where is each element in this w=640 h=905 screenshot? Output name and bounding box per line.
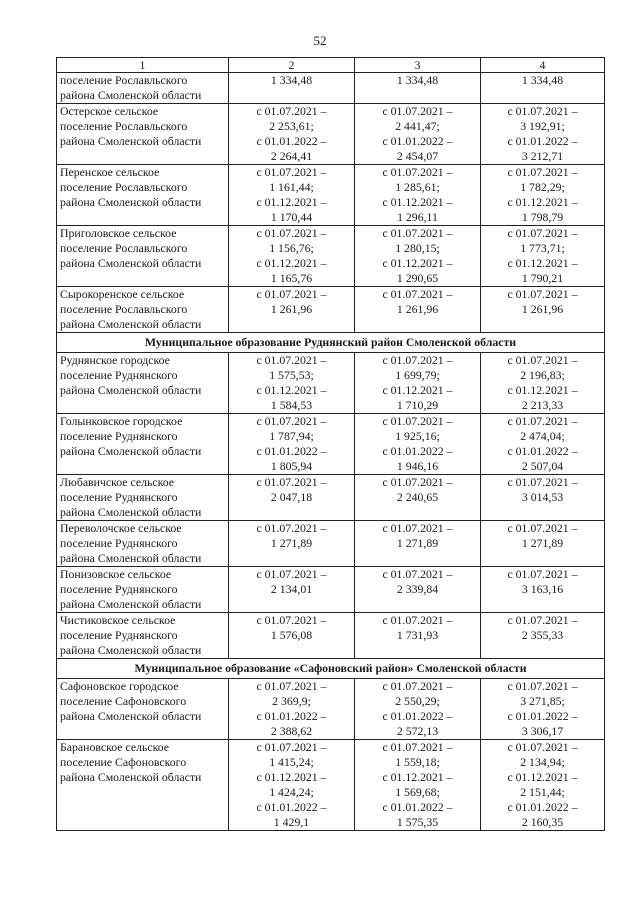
cell-line: с 01.07.2021 –	[382, 414, 453, 428]
cell-line: 1 559,18;	[395, 755, 440, 769]
cell-line: с 01.12.2021 –	[507, 256, 578, 270]
cell-line: 2 355,33	[521, 628, 564, 642]
cell-line: Сырокоренское сельское	[60, 287, 185, 301]
tariff-cell	[229, 353, 355, 414]
cell-line: 1 271,89	[270, 536, 313, 550]
table-row	[57, 353, 605, 414]
cell-line: поселение Руднянского	[60, 628, 178, 642]
cell-line: 1 575,53;	[269, 368, 314, 382]
cell-line: Голынковское городское	[60, 414, 183, 428]
tariff-cell	[229, 521, 355, 567]
tariff-cell	[355, 414, 481, 475]
cell-line: с 01.07.2021 –	[382, 287, 453, 301]
cell-line: с 01.01.2022 –	[256, 134, 327, 148]
cell-line: района Смоленской области	[60, 256, 202, 270]
cell-line: 2 264,41	[270, 149, 313, 163]
section-title: Муниципальное образование Руднянский район Смоленской области	[57, 333, 605, 353]
cell-line: 3 163,16	[521, 582, 564, 596]
tariff-cell	[229, 475, 355, 521]
cell-line: с 01.07.2021 –	[256, 521, 327, 535]
cell-line: 1 261,96	[521, 302, 564, 316]
cell-line: 2 507,04	[521, 459, 564, 473]
cell-line: с 01.01.2022 –	[256, 444, 327, 458]
tariff-cell	[229, 414, 355, 475]
table-row	[57, 740, 605, 831]
cell-line: с 01.07.2021 –	[256, 353, 327, 367]
cell-line: 1 782,29;	[520, 180, 565, 194]
tariff-cell	[481, 287, 605, 333]
cell-line: района Смоленской области	[60, 444, 202, 458]
cell-line: 1 569,68;	[395, 785, 440, 799]
cell-line: 2 134,94;	[520, 755, 565, 769]
section-header-row	[57, 333, 605, 353]
table-row	[57, 165, 605, 226]
cell-line: Барановское сельское	[60, 740, 169, 754]
cell-line: с 01.07.2021 –	[507, 613, 578, 627]
cell-line: Любавичское сельское	[60, 475, 174, 489]
cell-line: 1 271,89	[521, 536, 564, 550]
tariff-cell	[229, 226, 355, 287]
table-row	[57, 613, 605, 659]
cell-line: поселение Рославльского	[60, 180, 188, 194]
cell-line: с 01.01.2022 –	[507, 444, 578, 458]
cell-line: 1 699,79;	[395, 368, 440, 382]
settlement-name-cell	[57, 521, 229, 567]
cell-line: Остерское сельское	[60, 104, 159, 118]
cell-line: 3 192,91;	[520, 119, 565, 133]
settlement-name-cell	[57, 165, 229, 226]
cell-line: района Смоленской области	[60, 709, 202, 723]
cell-line: района Смоленской области	[60, 770, 202, 784]
cell-line: поселение Рославльского	[60, 119, 188, 133]
tariff-cell	[229, 73, 355, 104]
cell-line: 1 787,94;	[269, 429, 314, 443]
cell-line: района Смоленской области	[60, 551, 202, 565]
cell-line: поселение Руднянского	[60, 368, 178, 382]
cell-line: с 01.07.2021 –	[507, 414, 578, 428]
cell-line: района Смоленской области	[60, 134, 202, 148]
table-row	[57, 226, 605, 287]
table-row	[57, 414, 605, 475]
cell-line: с 01.07.2021 –	[507, 679, 578, 693]
table-row	[57, 104, 605, 165]
cell-line: с 01.07.2021 –	[507, 165, 578, 179]
cell-line: 2 160,35	[521, 815, 564, 829]
cell-line: с 01.07.2021 –	[507, 567, 578, 581]
cell-line: с 01.12.2021 –	[256, 770, 327, 784]
table-row	[57, 287, 605, 333]
tariff-cell	[481, 226, 605, 287]
cell-line: 1 170,44	[270, 210, 313, 224]
cell-line: с 01.07.2021 –	[507, 226, 578, 240]
cell-line: 1 773,71;	[520, 241, 565, 255]
cell-line: с 01.07.2021 –	[256, 104, 327, 118]
cell-line: с 01.01.2022 –	[382, 709, 453, 723]
tariff-cell	[481, 165, 605, 226]
tariff-cell	[229, 679, 355, 740]
cell-line: Сафоновское городское	[60, 679, 179, 693]
cell-line: 1 790,21	[521, 271, 564, 285]
cell-line: 2 339,84	[396, 582, 439, 596]
cell-line: Руднянское городское	[60, 353, 170, 367]
cell-line: 1 429,1	[273, 815, 310, 829]
cell-line: с 01.07.2021 –	[507, 475, 578, 489]
cell-line: Приголовское сельское	[60, 226, 177, 240]
cell-line: 2 441,47;	[395, 119, 440, 133]
cell-line: с 01.07.2021 –	[256, 287, 327, 301]
cell-line: с 01.07.2021 –	[382, 740, 453, 754]
cell-line: с 01.01.2022 –	[507, 134, 578, 148]
cell-line: 2 474,04;	[520, 429, 565, 443]
cell-line: с 01.07.2021 –	[507, 353, 578, 367]
cell-line: 2 253,61;	[269, 119, 314, 133]
tariff-cell	[355, 353, 481, 414]
cell-line: с 01.07.2021 –	[382, 521, 453, 535]
tariff-cell	[355, 475, 481, 521]
cell-line: района Смоленской области	[60, 383, 202, 397]
cell-line: 2 454,07	[396, 149, 439, 163]
cell-line: с 01.01.2022 –	[382, 444, 453, 458]
settlement-name-cell	[57, 226, 229, 287]
section-title: Муниципальное образование «Сафоновский район» Смоленской области	[57, 659, 605, 679]
page-number: 52	[313, 33, 327, 48]
cell-line: с 01.07.2021 –	[382, 613, 453, 627]
cell-line: с 01.01.2022 –	[507, 800, 578, 814]
cell-line: с 01.12.2021 –	[256, 383, 327, 397]
cell-line: с 01.12.2021 –	[507, 383, 578, 397]
cell-line: 2 369,9;	[272, 694, 311, 708]
tariff-cell	[481, 613, 605, 659]
cell-line: 1 424,24;	[269, 785, 314, 799]
cell-line: с 01.12.2021 –	[507, 770, 578, 784]
tariff-cell	[229, 104, 355, 165]
cell-line: поселение Сафоновского	[60, 755, 187, 769]
column-header: 3	[355, 58, 481, 73]
cell-line: 3 014,53	[521, 490, 564, 504]
column-header: 2	[229, 58, 355, 73]
cell-line: района Смоленской области	[60, 597, 202, 611]
cell-line: с 01.07.2021 –	[256, 414, 327, 428]
settlement-name-cell	[57, 287, 229, 333]
cell-line: 1 576,08	[270, 628, 313, 642]
cell-line: поселение Рославльского	[60, 241, 188, 255]
cell-line: с 01.01.2022 –	[256, 709, 327, 723]
tariff-cell	[355, 521, 481, 567]
cell-line: поселение Руднянского	[60, 536, 178, 550]
cell-line: 1 271,89	[396, 536, 439, 550]
cell-line: 2 047,18	[270, 490, 313, 504]
cell-line: с 01.12.2021 –	[256, 256, 327, 270]
cell-line: 1 575,35	[396, 815, 439, 829]
cell-line: поселение Сафоновского	[60, 694, 187, 708]
cell-line: района Смоленской области	[60, 317, 202, 331]
cell-line: 1 334,48	[521, 73, 564, 87]
table-row	[57, 73, 605, 104]
cell-line: с 01.07.2021 –	[256, 165, 327, 179]
cell-line: 1 261,96	[270, 302, 313, 316]
cell-line: с 01.12.2021 –	[507, 195, 578, 209]
tariff-cell	[481, 353, 605, 414]
settlement-name-cell	[57, 567, 229, 613]
tariff-cell	[355, 567, 481, 613]
cell-line: с 01.01.2022 –	[507, 709, 578, 723]
tariff-cell	[481, 73, 605, 104]
settlement-name-cell	[57, 475, 229, 521]
cell-line: с 01.07.2021 –	[256, 567, 327, 581]
tariff-cell	[481, 567, 605, 613]
tariff-cell	[355, 740, 481, 831]
cell-line: с 01.07.2021 –	[256, 475, 327, 489]
tariff-cell	[229, 287, 355, 333]
cell-line: поселение Руднянского	[60, 429, 178, 443]
cell-line: 1 710,29	[396, 398, 439, 412]
cell-line: 2 240,65	[396, 490, 439, 504]
header-row	[57, 58, 605, 73]
cell-line: 2 550,29;	[395, 694, 440, 708]
cell-line: с 01.07.2021 –	[507, 287, 578, 301]
tariff-cell	[229, 567, 355, 613]
tariff-cell	[355, 73, 481, 104]
settlement-name-cell	[57, 73, 229, 104]
cell-line: 1 280,15;	[395, 241, 440, 255]
cell-line: поселение Рославльского	[60, 302, 188, 316]
cell-line: района Смоленской области	[60, 643, 202, 657]
cell-line: поселение Руднянского	[60, 490, 178, 504]
cell-line: 3 212,71	[521, 149, 564, 163]
settlement-name-cell	[57, 353, 229, 414]
table-row	[57, 679, 605, 740]
settlement-name-cell	[57, 613, 229, 659]
cell-line: с 01.07.2021 –	[382, 679, 453, 693]
cell-line: с 01.07.2021 –	[382, 104, 453, 118]
cell-line: с 01.07.2021 –	[382, 226, 453, 240]
cell-line: 2 388,62	[270, 724, 313, 738]
tariff-cell	[355, 613, 481, 659]
cell-line: с 01.01.2022 –	[256, 800, 327, 814]
cell-line: 1 156,76;	[269, 241, 314, 255]
cell-line: 1 261,96	[396, 302, 439, 316]
cell-line: с 01.07.2021 –	[256, 740, 327, 754]
cell-line: 1 296,11	[397, 210, 438, 224]
tariff-cell	[355, 165, 481, 226]
cell-line: 3 306,17	[521, 724, 564, 738]
cell-line: с 01.12.2021 –	[382, 256, 453, 270]
cell-line: Переволочское сельское	[60, 521, 182, 535]
cell-line: 1 290,65	[396, 271, 439, 285]
cell-line: 1 925,16;	[395, 429, 440, 443]
cell-line: 1 805,94	[270, 459, 313, 473]
settlement-name-cell	[57, 414, 229, 475]
cell-line: 1 946,16	[396, 459, 439, 473]
tariff-cell	[355, 104, 481, 165]
section-header-row	[57, 659, 605, 679]
tariff-cell	[355, 287, 481, 333]
table-row	[57, 567, 605, 613]
cell-line: Перенское сельское	[60, 165, 160, 179]
cell-line: 1 334,48	[396, 73, 439, 87]
cell-line: с 01.01.2022 –	[382, 134, 453, 148]
cell-line: 2 196,83;	[520, 368, 565, 382]
settlement-name-cell	[57, 679, 229, 740]
cell-line: с 01.07.2021 –	[382, 165, 453, 179]
tariff-cell	[481, 679, 605, 740]
tariff-cell	[481, 475, 605, 521]
cell-line: 1 798,79	[521, 210, 564, 224]
cell-line: с 01.01.2022 –	[382, 800, 453, 814]
table-row	[57, 521, 605, 567]
tariff-cell	[229, 740, 355, 831]
cell-line: поселение Руднянского	[60, 582, 178, 596]
cell-line: с 01.07.2021 –	[382, 353, 453, 367]
column-header: 4	[481, 58, 605, 73]
cell-line: 2 572,13	[396, 724, 439, 738]
column-header: 1	[57, 58, 229, 73]
cell-line: района Смоленской области	[60, 195, 202, 209]
cell-line: с 01.07.2021 –	[382, 475, 453, 489]
cell-line: с 01.07.2021 –	[507, 104, 578, 118]
cell-line: с 01.07.2021 –	[256, 226, 327, 240]
cell-line: 3 271,85;	[520, 694, 565, 708]
cell-line: района Смоленской области	[60, 88, 202, 102]
tariff-cell	[481, 414, 605, 475]
settlement-name-cell	[57, 104, 229, 165]
cell-line: с 01.07.2021 –	[382, 567, 453, 581]
table-body	[57, 73, 605, 831]
tariff-cell	[355, 679, 481, 740]
tariff-cell	[481, 740, 605, 831]
cell-line: района Смоленской области	[60, 505, 202, 519]
cell-line: Понизовское сельское	[60, 567, 172, 581]
settlement-name-cell	[57, 740, 229, 831]
tariff-cell	[229, 165, 355, 226]
cell-line: с 01.07.2021 –	[256, 613, 327, 627]
cell-line: с 01.12.2021 –	[382, 195, 453, 209]
cell-line: 1 285,61;	[395, 180, 440, 194]
cell-line: 1 165,76	[270, 271, 313, 285]
tariff-cell	[481, 521, 605, 567]
tariff-cell	[355, 226, 481, 287]
tariff-cell	[229, 613, 355, 659]
cell-line: с 01.12.2021 –	[382, 383, 453, 397]
cell-line: с 01.07.2021 –	[256, 679, 327, 693]
cell-line: 1 584,53	[270, 398, 313, 412]
tariff-cell	[481, 104, 605, 165]
table-row	[57, 475, 605, 521]
cell-line: с 01.07.2021 –	[507, 740, 578, 754]
cell-line: 2 213,33	[521, 398, 564, 412]
cell-line: 1 731,93	[396, 628, 439, 642]
cell-line: с 01.12.2021 –	[382, 770, 453, 784]
cell-line: 2 151,44;	[520, 785, 565, 799]
cell-line: 1 161,44;	[269, 180, 314, 194]
cell-line: Чистиковское сельское	[60, 613, 176, 627]
cell-line: с 01.07.2021 –	[507, 521, 578, 535]
cell-line: 2 134,01	[270, 582, 313, 596]
cell-line: поселение Рославльского	[60, 73, 188, 87]
cell-line: 1 415,24;	[269, 755, 314, 769]
cell-line: с 01.12.2021 –	[256, 195, 327, 209]
cell-line: 1 334,48	[270, 73, 313, 87]
tariff-table	[56, 57, 605, 831]
